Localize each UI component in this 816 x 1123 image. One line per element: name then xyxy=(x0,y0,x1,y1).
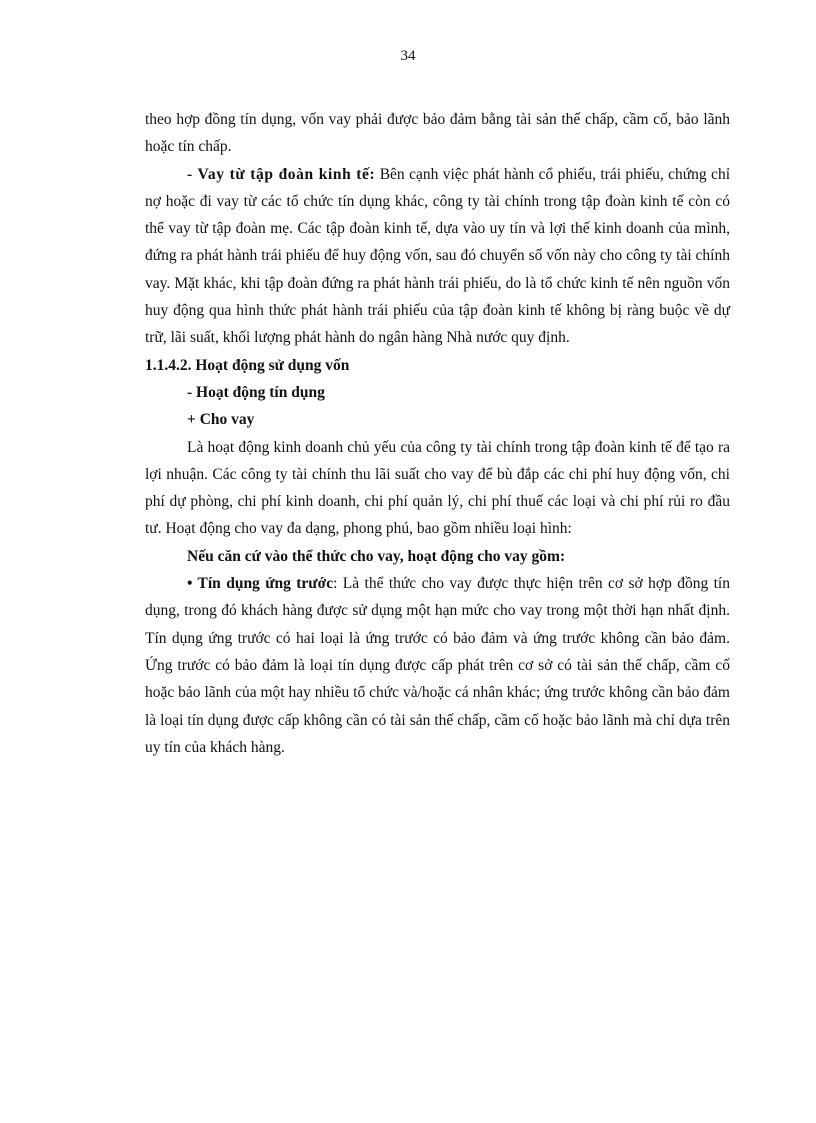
paragraph-group-loans xyxy=(145,161,730,352)
page-content xyxy=(145,106,730,761)
group-loans-text: Bên cạnh việc phát hành cổ phiếu, trái phiếu, chứng chỉ nợ hoặc đi vay từ các tổ chức tín dụng khác, công ty tài chính trong tập đoàn kinh tế còn có thể vay từ tập đoàn mẹ. Các tập đoàn kinh tế, dựa vào uy tín và lợi thế kinh doanh của mình, đứng ra phát hành trái phiếu để huy động vốn, sau đó chuyển số vốn này cho công ty tài chính vay. Mặt khác, khi tập đoàn đứng ra phát hành trái phiếu, do là tổ chức kinh tế nên nguồn vốn huy động qua hình thức phát hành trái phiếu của tập đoàn kinh tế không bị ràng buộc về dự trữ, lãi suất, khối lượng phát hành do ngân hàng Nhà nước quy định. xyxy=(145,165,730,347)
subheading-lending: + Cho vay xyxy=(187,411,255,429)
paragraph-advance-credit xyxy=(145,570,730,761)
page-number: 34 xyxy=(400,48,416,64)
paragraph-lending-types-intro: Nếu căn cứ vào thể thức cho vay, hoạt động cho vay gồm: xyxy=(187,547,566,565)
section-heading: 1.1.4.2. Hoạt động sử dụng vốn xyxy=(145,356,350,374)
advance-credit-term: • Tín dụng ứng trước xyxy=(187,575,334,593)
group-loans-heading: - Vay từ tập đoàn kinh tế: xyxy=(187,165,376,183)
advance-credit-text: : Là thể thức cho vay được thực hiện trên cơ sở hợp đồng tín dụng, trong đó khách hàng được sử dụng một hạn mức cho vay trong một thời hạn nhất định. Tín dụng ứng trước có hai loại là ứng trước có bảo đảm và ứng trước không cần bảo đảm. Ứng trước có bảo đảm là loại tín dụng được cấp phát trên cơ sở có tài sản thế chấp, cầm cố hoặc bảo lãnh của một hay nhiều tổ chức và/hoặc cá nhân khác; ứng trước không cần bảo đảm là loại tín dụng được cấp không cần có tài sản thế chấp, cầm cố hoặc bảo lãnh mà chỉ dựa trên uy tín của khách hàng. xyxy=(145,575,730,756)
paragraph-lending-description: Là hoạt động kinh doanh chủ yếu của công ty tài chính trong tập đoàn kinh tế để tạo ra lợi nhuận. Các công ty tài chính thu lãi suất cho vay để bù đắp các chi phí huy động vốn, chi phí dự phòng, chi phí kinh doanh, chi phí quản lý, chi phí thuế các loại và chi phí rủi ro đầu tư. Hoạt động cho vay đa dạng, phong phú, bao gồm nhiều loại hình: xyxy=(145,438,730,538)
subheading-credit-activity: - Hoạt động tín dụng xyxy=(187,383,325,401)
paragraph-collateral: theo hợp đồng tín dụng, vốn vay phải được bảo đảm bằng tài sản thế chấp, cầm cố, bảo lãnh hoặc tín chấp. xyxy=(145,111,730,156)
